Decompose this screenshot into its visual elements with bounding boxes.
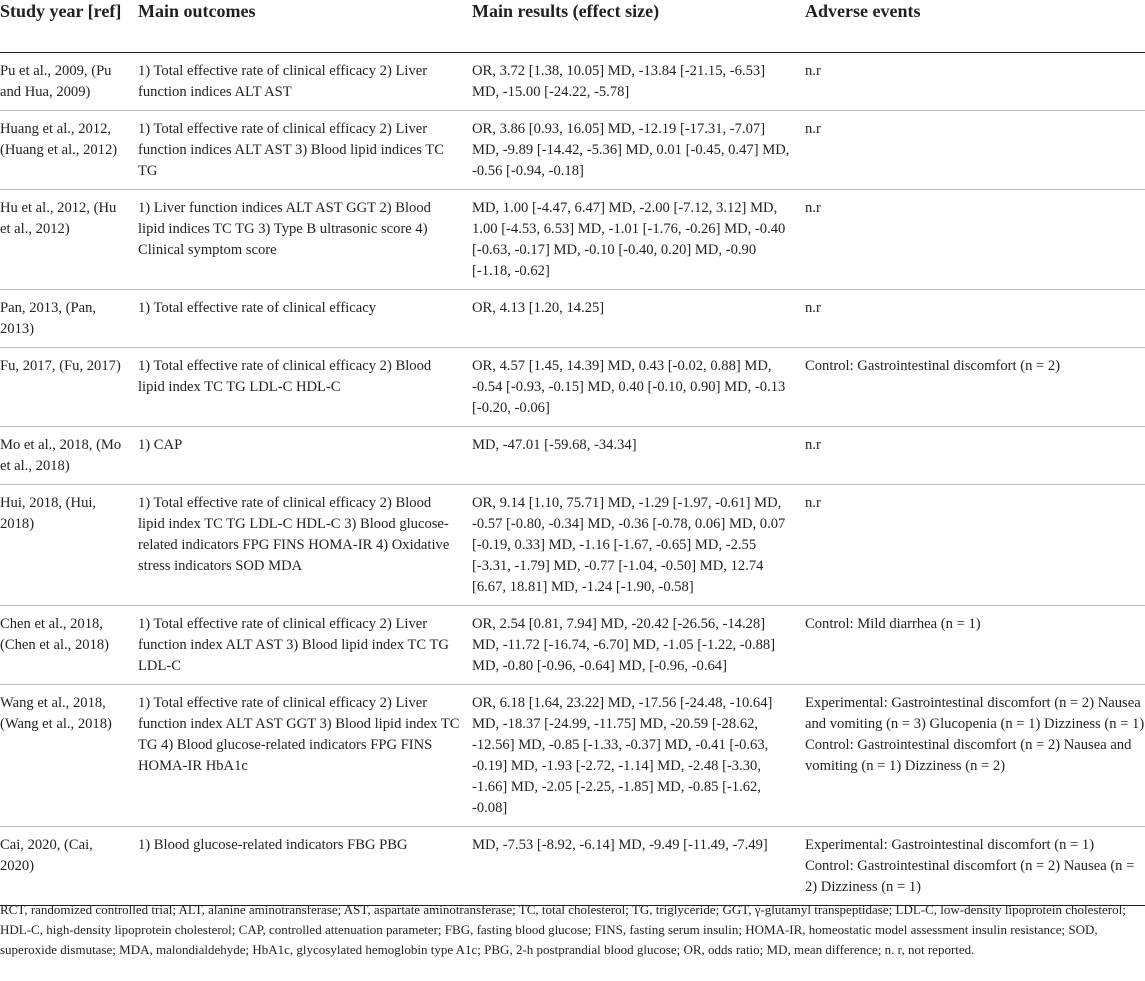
cell-outcomes: 1) Total effective rate of clinical efficacy 2) Blood lipid index TC TG LDL-C HDL-C [134, 348, 468, 427]
table-header [0, 0, 1145, 53]
header-row [0, 0, 1145, 53]
cell-study: Hui, 2018, (Hui, 2018) [0, 485, 134, 606]
header-results: Main results (effect size) [468, 0, 801, 53]
cell-study: Pu et al., 2009, (Pu and Hua, 2009) [0, 53, 134, 111]
cell-results: MD, 1.00 [-4.47, 6.47] MD, -2.00 [-7.12, 3.12] MD, 1.00 [-4.53, 6.53] MD, -1.01 [-1.76, -0.26] MD, -0.40 [-0.63, -0.17] MD, -0.10 [-0.40, 0.20] MD, -0.90 [-1.18, -0.62] [468, 190, 801, 290]
cell-adverse: n.r [801, 190, 1145, 290]
table-row [0, 348, 1145, 427]
header-adverse: Adverse events [801, 0, 1145, 53]
table-row [0, 190, 1145, 290]
cell-adverse: n.r [801, 427, 1145, 485]
cell-results: OR, 3.72 [1.38, 10.05] MD, -13.84 [-21.15, -6.53] MD, -15.00 [-24.22, -5.78] [468, 53, 801, 111]
table-row [0, 485, 1145, 606]
cell-results: OR, 4.57 [1.45, 14.39] MD, 0.43 [-0.02, 0.88] MD, -0.54 [-0.93, -0.15] MD, 0.40 [-0.10, 0.90] MD, -0.13 [-0.20, -0.06] [468, 348, 801, 427]
cell-outcomes: 1) CAP [134, 427, 468, 485]
table-row [0, 290, 1145, 348]
cell-adverse: n.r [801, 485, 1145, 606]
cell-results: MD, -47.01 [-59.68, -34.34] [468, 427, 801, 485]
cell-results: OR, 9.14 [1.10, 75.71] MD, -1.29 [-1.97, -0.61] MD, -0.57 [-0.80, -0.34] MD, -0.36 [-0.78, 0.06] MD, 0.07 [-0.19, 0.33] MD, -1.16 [-1.67, -0.65] MD, -2.55 [-3.31, -1.79] MD, -0.77 [-1.04, -0.50] MD, 12.74 [6.67, 18.81] MD, -1.24 [-1.90, -0.58] [468, 485, 801, 606]
header-outcomes: Main outcomes [134, 0, 468, 53]
cell-results: MD, -7.53 [-8.92, -6.14] MD, -9.49 [-11.49, -7.49] [468, 827, 801, 906]
cell-adverse: Control: Mild diarrhea (n = 1) [801, 606, 1145, 685]
cell-outcomes: 1) Total effective rate of clinical efficacy 2) Liver function index ALT AST GGT 3) Blood lipid index TC TG 4) Blood glucose-related indicators FPG FINS HOMA-IR HbA1c [134, 685, 468, 827]
cell-adverse: Control: Gastrointestinal discomfort (n = 2) [801, 348, 1145, 427]
cell-results: OR, 4.13 [1.20, 14.25] [468, 290, 801, 348]
cell-study: Huang et al., 2012, (Huang et al., 2012) [0, 111, 134, 190]
cell-study: Chen et al., 2018, (Chen et al., 2018) [0, 606, 134, 685]
cell-outcomes: 1) Blood glucose-related indicators FBG PBG [134, 827, 468, 906]
cell-outcomes: 1) Total effective rate of clinical efficacy 2) Liver function indices ALT AST [134, 53, 468, 111]
cell-study: Pan, 2013, (Pan, 2013) [0, 290, 134, 348]
cell-outcomes: 1) Total effective rate of clinical efficacy [134, 290, 468, 348]
cell-outcomes: 1) Total effective rate of clinical efficacy 2) Blood lipid index TC TG LDL-C HDL-C 3) Blood glucose-related indicators FPG FINS HOMA-IR 4) Oxidative stress indicators SOD MDA [134, 485, 468, 606]
cell-adverse: n.r [801, 290, 1145, 348]
cell-adverse: n.r [801, 53, 1145, 111]
header-study: Study year [ref] [0, 0, 134, 53]
table-footnote: RCT, randomized controlled trial; ALT, alanine aminotransferase; AST, aspartate aminotransferase; TC, total cholesterol; TG, triglyceride; GGT, γ-glutamyl transpeptidase; LDL-C, low-density lipoprotein cholesterol; HDL-C, high-density lipoprotein cholesterol; CAP, controlled attenuation parameter; FBG, fasting blood glucose; FINS, fasting serum insulin; HOMA-IR, homeostatic model assessment insulin resistance; SOD, superoxide dismutase; MDA, malondialdehyde; HbA1c, glycosylated hemoglobin type A1c; PBG, 2-h postprandial blood glucose; OR, odds ratio; MD, mean difference; n. r, not reported. [0, 902, 1126, 957]
cell-results: OR, 3.86 [0.93, 16.05] MD, -12.19 [-17.31, -7.07] MD, -9.89 [-14.42, -5.36] MD, 0.01 [-0.45, 0.47] MD, -0.56 [-0.94, -0.18] [468, 111, 801, 190]
cell-outcomes: 1) Total effective rate of clinical efficacy 2) Liver function index ALT AST 3) Blood lipid index TC TG LDL-C [134, 606, 468, 685]
table-row [0, 685, 1145, 827]
table-row [0, 53, 1145, 111]
table-row [0, 606, 1145, 685]
cell-study: Cai, 2020, (Cai, 2020) [0, 827, 134, 906]
table-row [0, 111, 1145, 190]
cell-study: Fu, 2017, (Fu, 2017) [0, 348, 134, 427]
cell-study: Hu et al., 2012, (Hu et al., 2012) [0, 190, 134, 290]
cell-results: OR, 2.54 [0.81, 7.94] MD, -20.42 [-26.56, -14.28] MD, -11.72 [-16.74, -6.70] MD, -1.05 [-1.22, -0.88] MD, -0.80 [-0.96, -0.64] MD, [-0.96, -0.64] [468, 606, 801, 685]
table-row [0, 427, 1145, 485]
table-body [0, 53, 1145, 906]
cell-results: OR, 6.18 [1.64, 23.22] MD, -17.56 [-24.48, -10.64] MD, -18.37 [-24.99, -11.75] MD, -20.59 [-28.62, -12.56] MD, -0.85 [-1.33, -0.37] MD, -0.41 [-0.63, -0.19] MD, -1.93 [-2.72, -1.14] MD, -2.48 [-3.30, -1.66] MD, -2.05 [-2.25, -1.85] MD, -0.85 [-1.62, -0.08] [468, 685, 801, 827]
cell-outcomes: 1) Total effective rate of clinical efficacy 2) Liver function indices ALT AST 3) Blood lipid indices TC TG [134, 111, 468, 190]
cell-adverse: Experimental: Gastrointestinal discomfort (n = 2) Nausea and vomiting (n = 3) Glucopenia (n = 1) Dizziness (n = 1) Control: Gastrointestinal discomfort (n = 2) Nausea and vomiting (n = 1) Dizziness (n = 2) [801, 685, 1145, 827]
cell-adverse: Experimental: Gastrointestinal discomfort (n = 1) Control: Gastrointestinal discomfort (n = 2) Nausea (n = 2) Dizziness (n = 1) [801, 827, 1145, 906]
table-row [0, 827, 1145, 906]
cell-adverse: n.r [801, 111, 1145, 190]
cell-study: Wang et al., 2018, (Wang et al., 2018) [0, 685, 134, 827]
cell-outcomes: 1) Liver function indices ALT AST GGT 2) Blood lipid indices TC TG 3) Type B ultrasonic score 4) Clinical symptom score [134, 190, 468, 290]
cell-study: Mo et al., 2018, (Mo et al., 2018) [0, 427, 134, 485]
